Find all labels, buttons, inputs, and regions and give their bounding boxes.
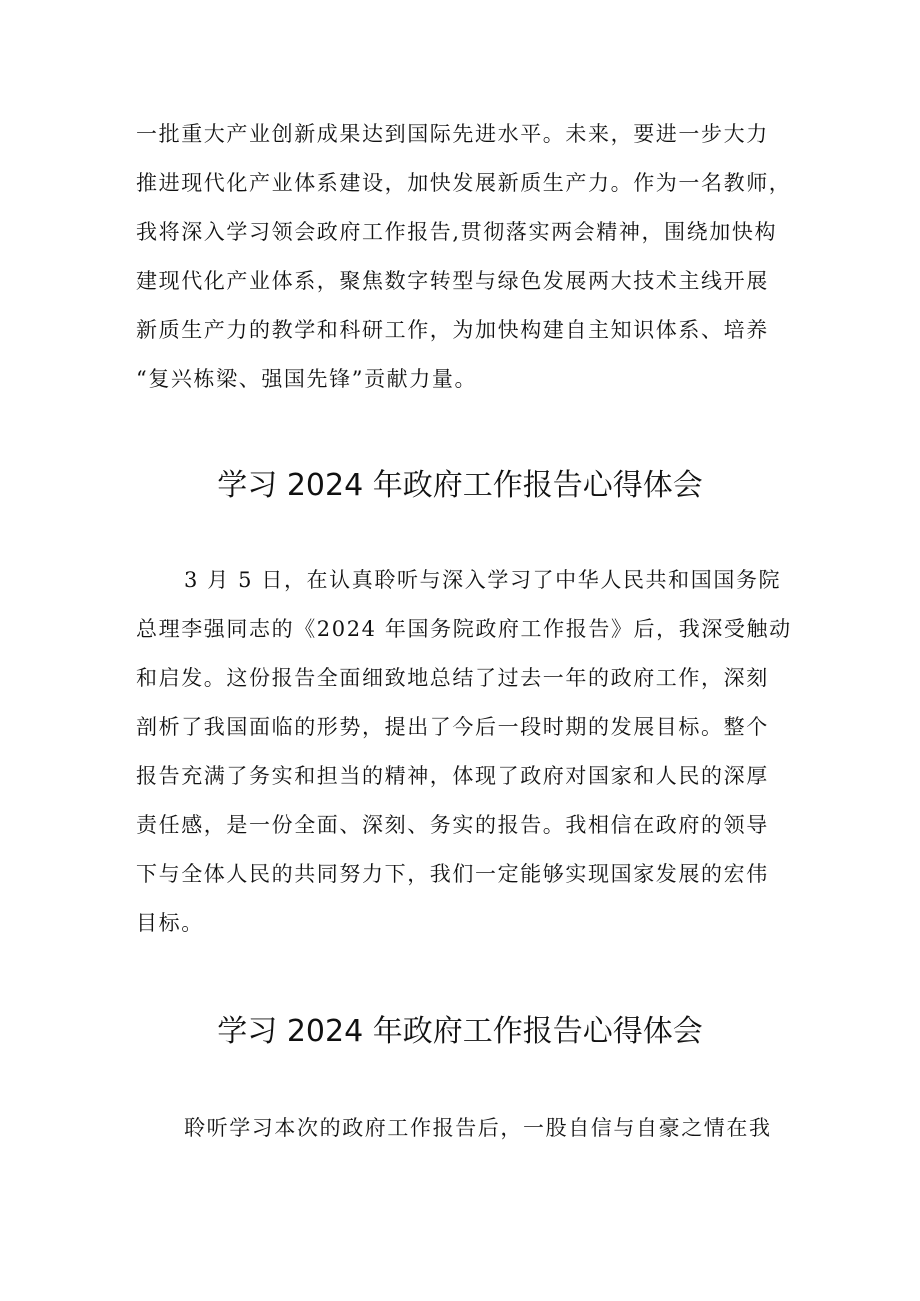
paragraph-body <box>136 1104 801 1153</box>
paragraph-line: 建现代化产业体系，聚焦数字转型与绿色发展两大技术主线开展 <box>136 269 769 293</box>
paragraph-line: 推进现代化产业体系建设，加快发展新质生产力。作为一名教师， <box>136 171 792 195</box>
paragraph-line: 新质生产力的教学和科研工作，为加快构建自主知识体系、培养 <box>136 318 769 342</box>
paragraph-line: 我将深入学习领会政府工作报告,贯彻落实两会精神，围绕加快构 <box>136 220 778 244</box>
paragraph-body <box>136 556 801 948</box>
paragraph-line: 目标。 <box>136 911 204 935</box>
paragraph-line: 剖析了我国面临的形势，提出了今后一段时期的发展目标。整个 <box>136 715 769 739</box>
paragraph-line: 和启发。这份报告全面细致地总结了过去一年的政府工作，深刻 <box>136 666 769 690</box>
paragraph-line: “复兴栋梁、强国先锋”贡献力量。 <box>136 367 478 391</box>
paragraph-line: 责任感，是一份全面、深刻、务实的报告。我相信在政府的领导 <box>136 813 769 837</box>
paragraph-line: 3 月 5 日，在认真聆听与深入学习了中华人民共和国国务院 <box>184 568 782 592</box>
paragraph-line: 聆听学习本次的政府工作报告后，一股自信与自豪之情在我 <box>184 1116 772 1140</box>
paragraph-line: 一批重大产业创新成果达到国际先进水平。未来，要进一步大力 <box>136 122 769 146</box>
section-heading: 学习 2024 年政府工作报告心得体会 <box>217 468 703 503</box>
paragraph-line: 总理李强同志的《2024 年国务院政府工作报告》后，我深受触动 <box>136 617 792 641</box>
paragraph-line: 报告充满了务实和担当的精神，体现了政府对国家和人民的深厚 <box>136 764 769 788</box>
paragraph-continued <box>136 110 801 404</box>
paragraph-line: 下与全体人民的共同努力下，我们一定能够实现国家发展的宏伟 <box>136 862 769 886</box>
section-heading: 学习 2024 年政府工作报告心得体会 <box>217 1014 703 1049</box>
